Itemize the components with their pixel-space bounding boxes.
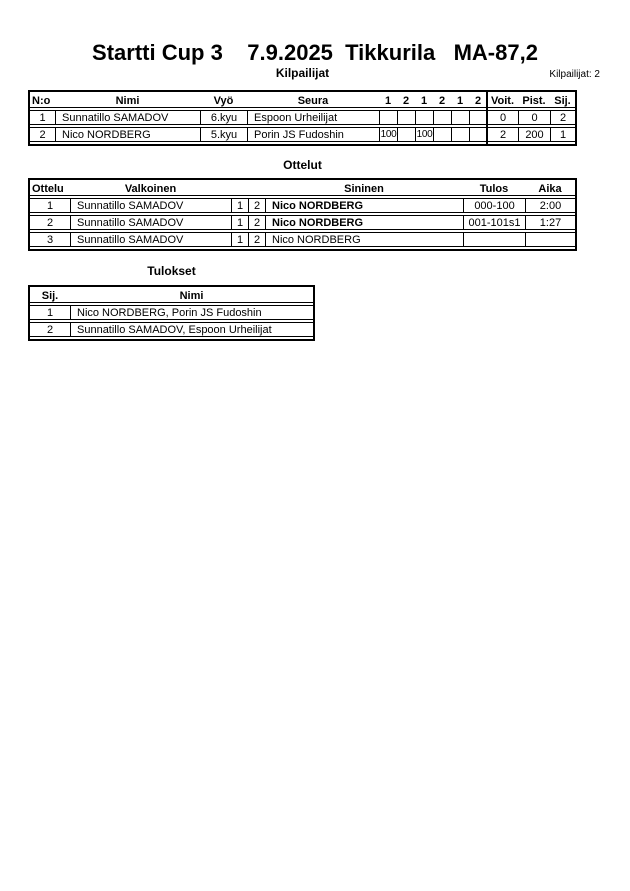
cell-blue-no: 2: [248, 215, 265, 230]
cell-blue-no: 2: [248, 198, 265, 213]
result-row: [30, 305, 313, 320]
cell-score: [379, 110, 397, 125]
competitor-row: [30, 127, 575, 142]
cell-belt: 6.kyu: [200, 110, 247, 125]
header-round-4: 2: [433, 94, 451, 108]
cell-no: 2: [30, 127, 55, 142]
cell-belt: 5.kyu: [200, 127, 247, 142]
header-round-5: 1: [451, 94, 469, 108]
header-wins: Voit.: [487, 94, 518, 108]
results-table-grid: [30, 287, 313, 339]
cell-points: 0: [518, 110, 550, 125]
competitors-table: [28, 90, 577, 146]
cell-match-no: 1: [30, 198, 70, 213]
cell-score: [451, 110, 469, 125]
results-table: [28, 285, 315, 341]
cell-blue-name: Nico NORDBERG: [265, 232, 463, 247]
header-name: Nimi: [70, 289, 313, 303]
header-blue-no: [248, 182, 265, 196]
cell-wins: 0: [487, 110, 518, 125]
header-white-no: [231, 182, 248, 196]
cell-wins: 2: [487, 127, 518, 142]
cell-place: 1: [30, 305, 70, 320]
match-row: [30, 198, 575, 213]
cell-score: [451, 127, 469, 142]
cell-white-name: Sunnatillo SAMADOV: [70, 198, 231, 213]
matches-table: [28, 178, 577, 251]
cell-place: 1: [550, 127, 575, 142]
cell-time: 1:27: [525, 215, 575, 230]
match-row: [30, 232, 575, 247]
match-row: [30, 215, 575, 230]
results-section-title: Tulokset: [147, 264, 196, 278]
page-title: Startti Cup 3 7.9.2025 Tikkurila MA-87,2: [92, 40, 538, 65]
cell-name: Sunnatillo SAMADOV, Espoon Urheilijat: [70, 322, 313, 337]
cell-points: 200: [518, 127, 550, 142]
cell-score: [469, 127, 487, 142]
competitors-table-grid: [30, 92, 575, 144]
header-round-3: 1: [415, 94, 433, 108]
summary-divider-line: [486, 92, 488, 144]
cell-name: Nico NORDBERG: [55, 127, 200, 142]
header-no: N:o: [30, 94, 55, 108]
cell-score: 100: [380, 129, 397, 140]
cell-score: [433, 127, 451, 142]
cell-white-name: Sunnatillo SAMADOV: [70, 215, 231, 230]
cell-white-no: 1: [231, 232, 248, 247]
cell-match-no: 2: [30, 215, 70, 230]
header-club: Seura: [247, 94, 379, 108]
cell-blue-no: 2: [248, 232, 265, 247]
header-name: Nimi: [55, 94, 200, 108]
cell-result: 001-101s1: [463, 215, 525, 230]
header-belt: Vyö: [200, 94, 247, 108]
cell-match-no: 3: [30, 232, 70, 247]
cell-name: Nico NORDBERG, Porin JS Fudoshin: [70, 305, 313, 320]
cell-white-no: 1: [231, 198, 248, 213]
header-white: Valkoinen: [70, 182, 231, 196]
cell-score: [397, 127, 415, 142]
header-time: Aika: [525, 182, 575, 196]
header-place: Sij.: [30, 289, 70, 303]
cell-place: 2: [30, 322, 70, 337]
cell-result: 000-100: [463, 198, 525, 213]
competitors-header-row: [30, 94, 575, 108]
cell-white-no: 1: [231, 215, 248, 230]
header-place: Sij.: [550, 94, 575, 108]
header-round-2: 2: [397, 94, 415, 108]
matches-header-row: [30, 182, 575, 196]
cell-result: [463, 232, 525, 247]
cell-score: [397, 110, 415, 125]
matches-table-grid: [30, 180, 575, 249]
cell-club: Espoon Urheilijat: [247, 110, 379, 125]
result-row: [30, 322, 313, 337]
cell-white-name: Sunnatillo SAMADOV: [70, 232, 231, 247]
cell-time: [525, 232, 575, 247]
cell-score: [433, 110, 451, 125]
cell-club: Porin JS Fudoshin: [247, 127, 379, 142]
cell-score: [469, 110, 487, 125]
cell-blue-name: Nico NORDBERG: [265, 198, 463, 213]
competitors-section-title: Kilpailijat: [275, 66, 330, 80]
header-round-6: 2: [469, 94, 487, 108]
cell-no: 1: [30, 110, 55, 125]
header-result: Tulos: [463, 182, 525, 196]
cell-blue-name: Nico NORDBERG: [265, 215, 463, 230]
cell-place: 2: [550, 110, 575, 125]
results-header-row: [30, 289, 313, 303]
header-round-1: 1: [379, 94, 397, 108]
cell-name: Sunnatillo SAMADOV: [55, 110, 200, 125]
matches-section-title: Ottelut: [283, 158, 322, 172]
competitors-count: Kilpailijat: 2: [549, 69, 600, 80]
cell-score: 100: [416, 129, 433, 140]
header-match: Ottelu: [30, 182, 70, 196]
cell-time: 2:00: [525, 198, 575, 213]
competitor-row: [30, 110, 575, 125]
header-blue: Sininen: [265, 182, 463, 196]
cell-score: [415, 110, 433, 125]
header-points: Pist.: [518, 94, 550, 108]
